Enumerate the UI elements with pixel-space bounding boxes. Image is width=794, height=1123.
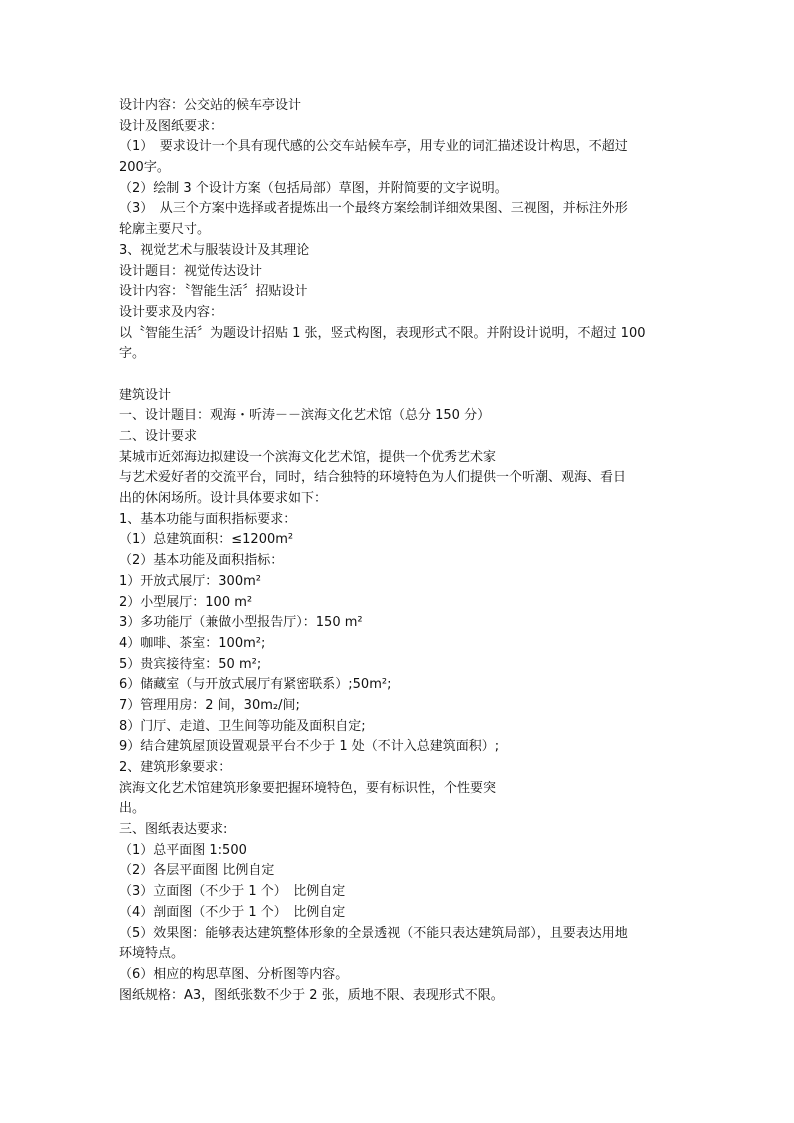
text-line: 二、设计要求	[119, 429, 198, 444]
text-line: 与艺术爱好者的交流平台，同时，结合独特的环境特色为人们提供一个听潮、观海、看日	[119, 470, 627, 486]
text-line: （1）总建筑面积：≤1200m²	[119, 532, 294, 548]
text-line: 三、图纸表达要求:	[119, 822, 228, 838]
text-line: 字。	[119, 346, 146, 362]
text-line: 轮廓主要尺寸。	[119, 222, 211, 238]
text-line: 3）多功能厅（兼做小型报告厅）：150 m²	[119, 615, 363, 631]
text-line: 8）门厅、走道、卫生间等功能及面积自定;	[119, 718, 366, 734]
text-line: （2）绘制 3 个设计方案（包括局部）草图，并附简要的文字说明。	[119, 180, 508, 196]
text-line: （2）基本功能及面积指标：	[119, 553, 284, 569]
section-architecture-design	[119, 386, 679, 1007]
text-line: 滨海文化艺术馆建筑形象要把握环境特色，要有标识性，个性要突	[119, 780, 497, 796]
text-line: （4）剖面图（不少于 1 个） 比例自定	[119, 904, 346, 920]
text-line: 以〝智能生活〞为题设计招贴 1 张，竖式构图，表现形式不限。并附设计说明，不超过 100	[119, 325, 646, 341]
text-line: 环境特点。	[119, 946, 185, 962]
text-line: 6）储藏室（与开放式展厅有紧密联系）;50m²;	[119, 677, 392, 693]
text-line: 2、建筑形象要求：	[119, 760, 232, 775]
text-line: （6）相应的构思草图、分析图等内容。	[119, 966, 349, 982]
text-line: （3） 从三个方案中选择或者提炼出一个最终方案绘制详细效果图、三视图，并标注外形	[119, 201, 628, 217]
text-line: 设计要求及内容：	[119, 304, 224, 320]
text-line: 9）结合建筑屋顶设置观景平台不少于 1 处（不计入总建筑面积）;	[119, 739, 500, 755]
section-heading: 建筑设计	[119, 387, 172, 403]
text-line: 图纸规格：A3，图纸张数不少于 2 张，质地不限、表现形式不限。	[119, 987, 504, 1003]
text-line: （2）各层平面图 比例自定	[119, 863, 275, 879]
document-page	[119, 96, 679, 1006]
text-line: 设计内容：〝智能生活〞招贴设计	[119, 284, 308, 300]
text-line: （1） 要求设计一个具有现代感的公交车站候车亭，用专业的词汇描述设计构思，不超过	[119, 139, 628, 155]
text-line: 4）咖啡、茶室：100m²;	[119, 635, 266, 651]
text-line: 1、基本功能与面积指标要求：	[119, 511, 297, 527]
text-line: （1）总平面图 1:500	[119, 842, 247, 858]
text-line: 设计题目：视觉传达设计	[119, 263, 263, 279]
text-line: （5）效果图：能够表达建筑整体形象的全景透视（不能只表达建筑局部），且要表达用地	[119, 925, 628, 941]
section-bus-shelter-and-poster	[119, 96, 679, 365]
text-line: 200字。	[119, 160, 170, 176]
section-heading: 3、视觉艺术与服装设计及其理论	[119, 242, 310, 258]
text-line: （3）立面图（不少于 1 个） 比例自定	[119, 884, 346, 900]
text-line: 一、设计题目：观海・听涛－－滨海文化艺术馆（总分 150 分）	[119, 408, 491, 424]
text-line: 设计内容：公交站的候车亭设计	[119, 98, 302, 113]
text-line: 出。	[119, 801, 146, 817]
text-line: 某城市近郊海边拟建设一个滨海文化艺术馆，提供一个优秀艺术家	[119, 449, 497, 465]
text-line: 设计及图纸要求：	[119, 118, 224, 134]
text-line: 1）开放式展厅：300m²	[119, 573, 261, 589]
text-line: 出的休闲场所。设计具体要求如下：	[119, 491, 328, 507]
text-line: 5）贵宾接待室：50 m²;	[119, 656, 262, 672]
blank-line	[119, 365, 679, 386]
text-line: 7）管理用房：2 间，30m₂/间;	[119, 697, 300, 713]
text-line: 2）小型展厅：100 m²	[119, 594, 253, 610]
